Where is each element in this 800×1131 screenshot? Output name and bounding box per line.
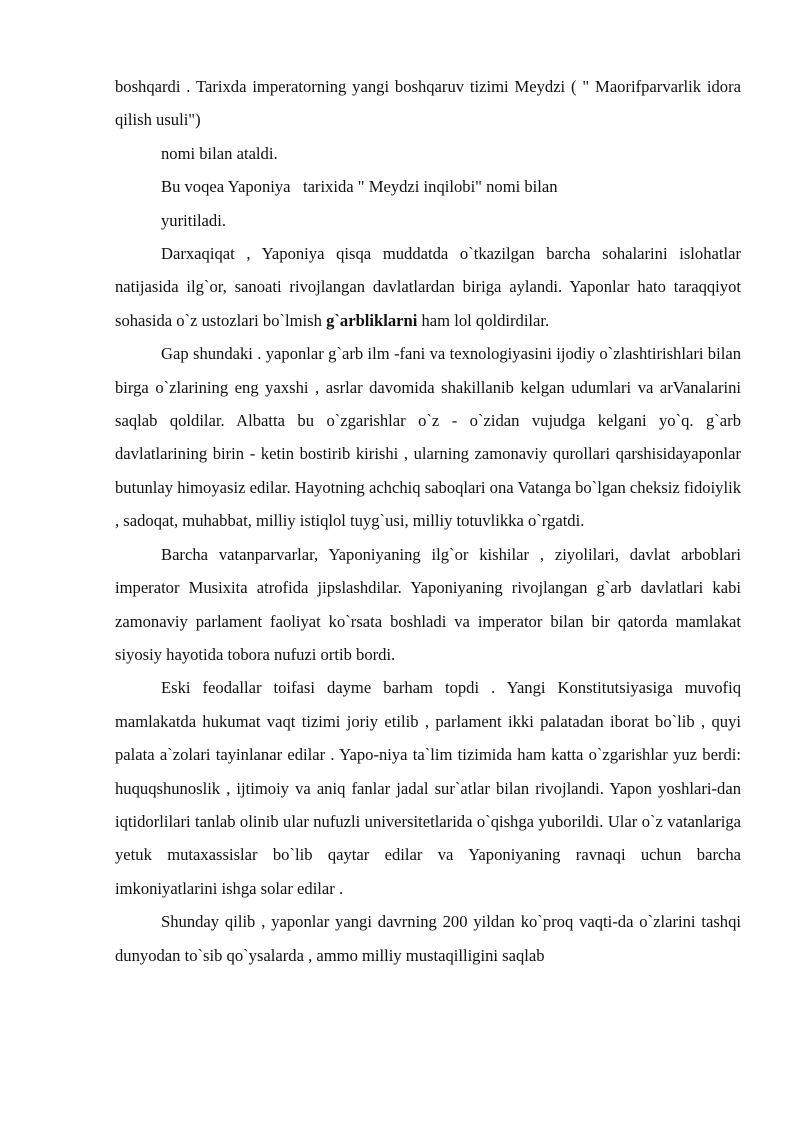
- paragraph-continuation: boshqardi . Tarixda imperatorning yangi boshqaruv tizimi Meydzi ( " Maorifparvarlik idora qilish usuli"): [115, 77, 741, 130]
- paragraph-gap-shundaki: Gap shundaki . yaponlar g`arb ilm -fani va texnologiyasini ijodiy o`zlashtirishlari bilan birga o`zlarining eng yaxshi , asrlar davomida shakillanib kelgan udumlari va arVanalarini saqlab qoldilar. Albatta bu o`zgarishlar o`z - o`zidan vujudga kelgani yo`q. g`arb davlatlarining birin - ketin bostirib kirishi , ularning zamonaviy qurollari qarshisidayaponlar butunlay himoyasiz edilar. Hayotning achchiq saboqlari ona Vatanga bo`lgan cheksiz fidoiylik , sadoqat, muhabbat, milliy istiqlol tuyg`usi, milliy totuvlikka o`rgatdi.: [115, 344, 741, 531]
- document-page: [115, 70, 741, 972]
- paragraph-barcha: Barcha vatanparvarlar, Yaponiyaning ilg`or kishilar , ziyolilari, davlat arboblari imperator Musixita atrofida jipslashdilar. Yaponiyaning rivojlangan g`arb davlatlari kabi zamonaviy parlament faoliyat ko`rsata boshladi va imperator bilan bir qatorda mamlakat siyosiy hayotida tobora nufuzi ortib bordi.: [115, 544, 741, 664]
- bold-term: g`arbliklarni: [326, 310, 418, 330]
- paragraph-eski-feodallar: Eski feodallar toifasi dayme barham topdi . Yangi Konstitutsiyasiga muvofiq mamlakatda hukumat vaqt tizimi joriy etilib , parlament ikki palatadan iborat bo`lib , quyi palata a`zolari tayinlanar edilar . Yapo-niya ta`lim tizimida ham katta o`zgarishlar yuz berdi: huquqshunoslik , ijtimoiy va aniq fanlar jadal sur`atlar bilan rivojlandi. Yapon yoshlari-dan iqtidorlilari tanlab olinib ular nufuzli universitetlarida o`qishga yuborildi. Ular o`z vatanlariga yetuk mutaxassislar bo`lib qaytar edilar va Yaponiyaning ravnaqi uchun barcha imkoniyatlarini ishga solar edilar .: [115, 678, 741, 898]
- text-line-nomi: nomi bilan ataldi.: [161, 143, 278, 163]
- paragraph-darxaqiqat-end: ham lol qoldirdilar.: [417, 310, 550, 330]
- paragraph-darxaqiqat-text: Darxaqiqat , Yaponiya qisqa muddatda o`tkazilgan barcha sohalarini islohatlar natijasida ilg`or, sanoati rivojlangan davlatlardan biriga aylandi. Yaponlar hato taraqqiyot sohasida o`z ustozlari bo`lmish: [115, 244, 741, 330]
- text-line-yuritiladi: yuritiladi.: [161, 210, 226, 230]
- paragraph-darxaqiqat: [115, 237, 741, 337]
- paragraph-shunday-qilib: Shunday qilib , yaponlar yangi davrning 200 yildan ko`proq vaqti-da o`zlarini tashqi dunyodan to`sib qo`ysalarda , ammo milliy mustaqilligini saqlab: [115, 912, 741, 965]
- text-line-voqea: Bu voqea Yaponiya tarixida " Meydzi inqilobi" nomi bilan: [161, 177, 558, 197]
